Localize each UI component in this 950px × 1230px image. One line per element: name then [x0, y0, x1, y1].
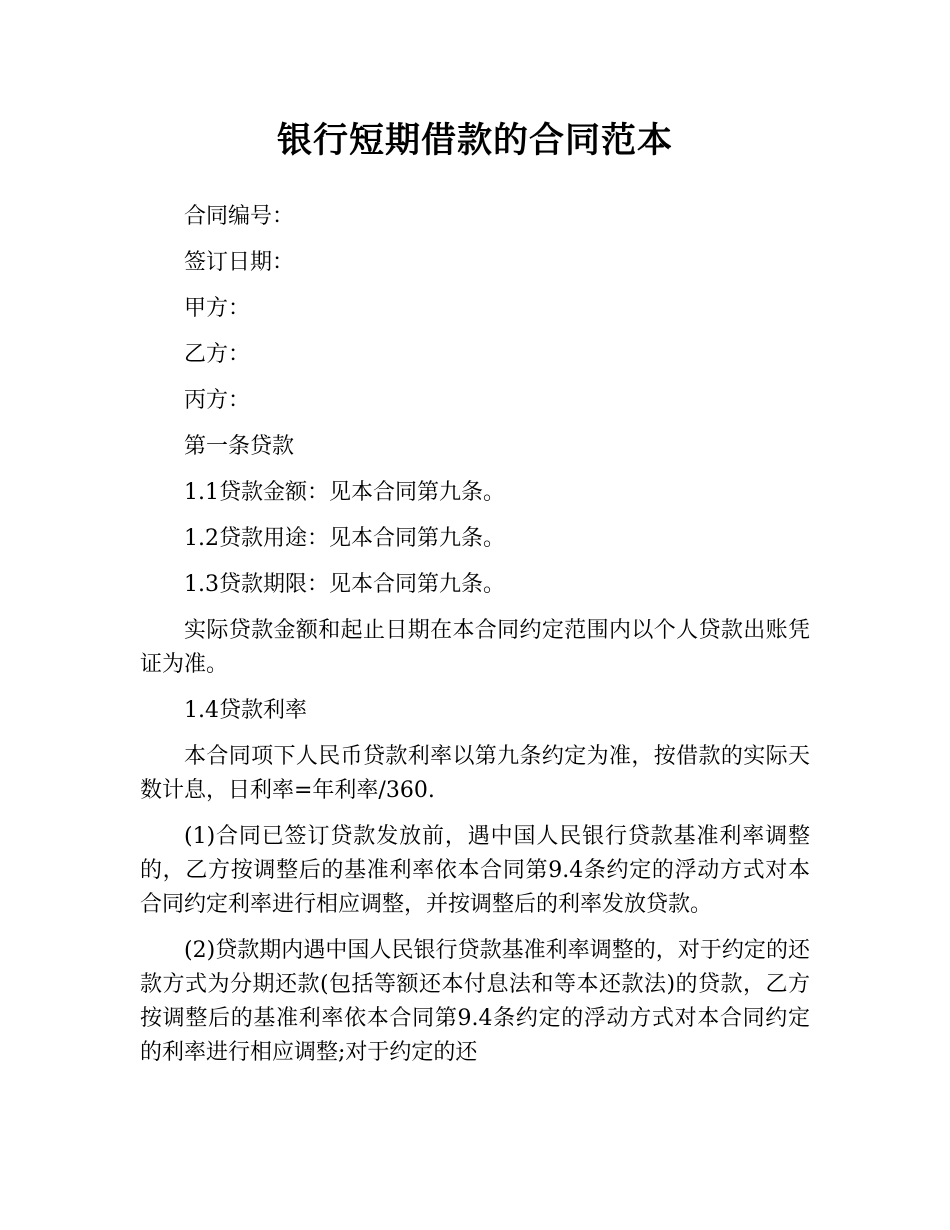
paragraph-item-1: (1)合同已签订贷款发放前，遇中国人民银行贷款基准利率调整的，乙方按调整后的基准利率依本合同第9.4条约定的浮动方式对本合同约定利率进行相应调整，并按调整后的利率发放贷款。 [140, 824, 810, 917]
clause-1-3: 1.3贷款期限：见本合同第九条。 [184, 572, 505, 597]
clause-1-4: 1.4贷款利率 [184, 698, 307, 723]
paragraph-contract-number: 合同编号： [184, 204, 295, 229]
paragraph-actual-loan-note: 实际贷款金额和起止日期在本合同约定范围内以个人贷款出账凭证为准。 [140, 618, 810, 677]
section-heading-article-1: 第一条贷款 [184, 434, 295, 459]
paragraph-party-a: 甲方： [184, 296, 251, 321]
paragraph-party-c: 丙方： [184, 388, 251, 413]
paragraph-item-2: (2)贷款期内遇中国人民银行贷款基准利率调整的，对于约定的还款方式为分期还款(包括等额还本付息法和等本还款法)的贷款，乙方按调整后的基准利率依本合同第9.4条约定的浮动方式对本合同约定的利率进行相应调整;对于约定的还 [140, 938, 810, 1065]
paragraph-interest-rate: 本合同项下人民币贷款利率以第九条约定为准，按借款的实际天数计息，日利率=年利率/360. [140, 744, 810, 803]
document-body [140, 200, 810, 1082]
clause-1-1: 1.1贷款金额：见本合同第九条。 [184, 480, 505, 505]
paragraph-party-b: 乙方： [184, 342, 251, 367]
document-title: 银行短期借款的合同范本 [276, 121, 673, 161]
paragraph-signing-date: 签订日期： [184, 250, 295, 275]
clause-1-2: 1.2贷款用途：见本合同第九条。 [184, 526, 505, 551]
